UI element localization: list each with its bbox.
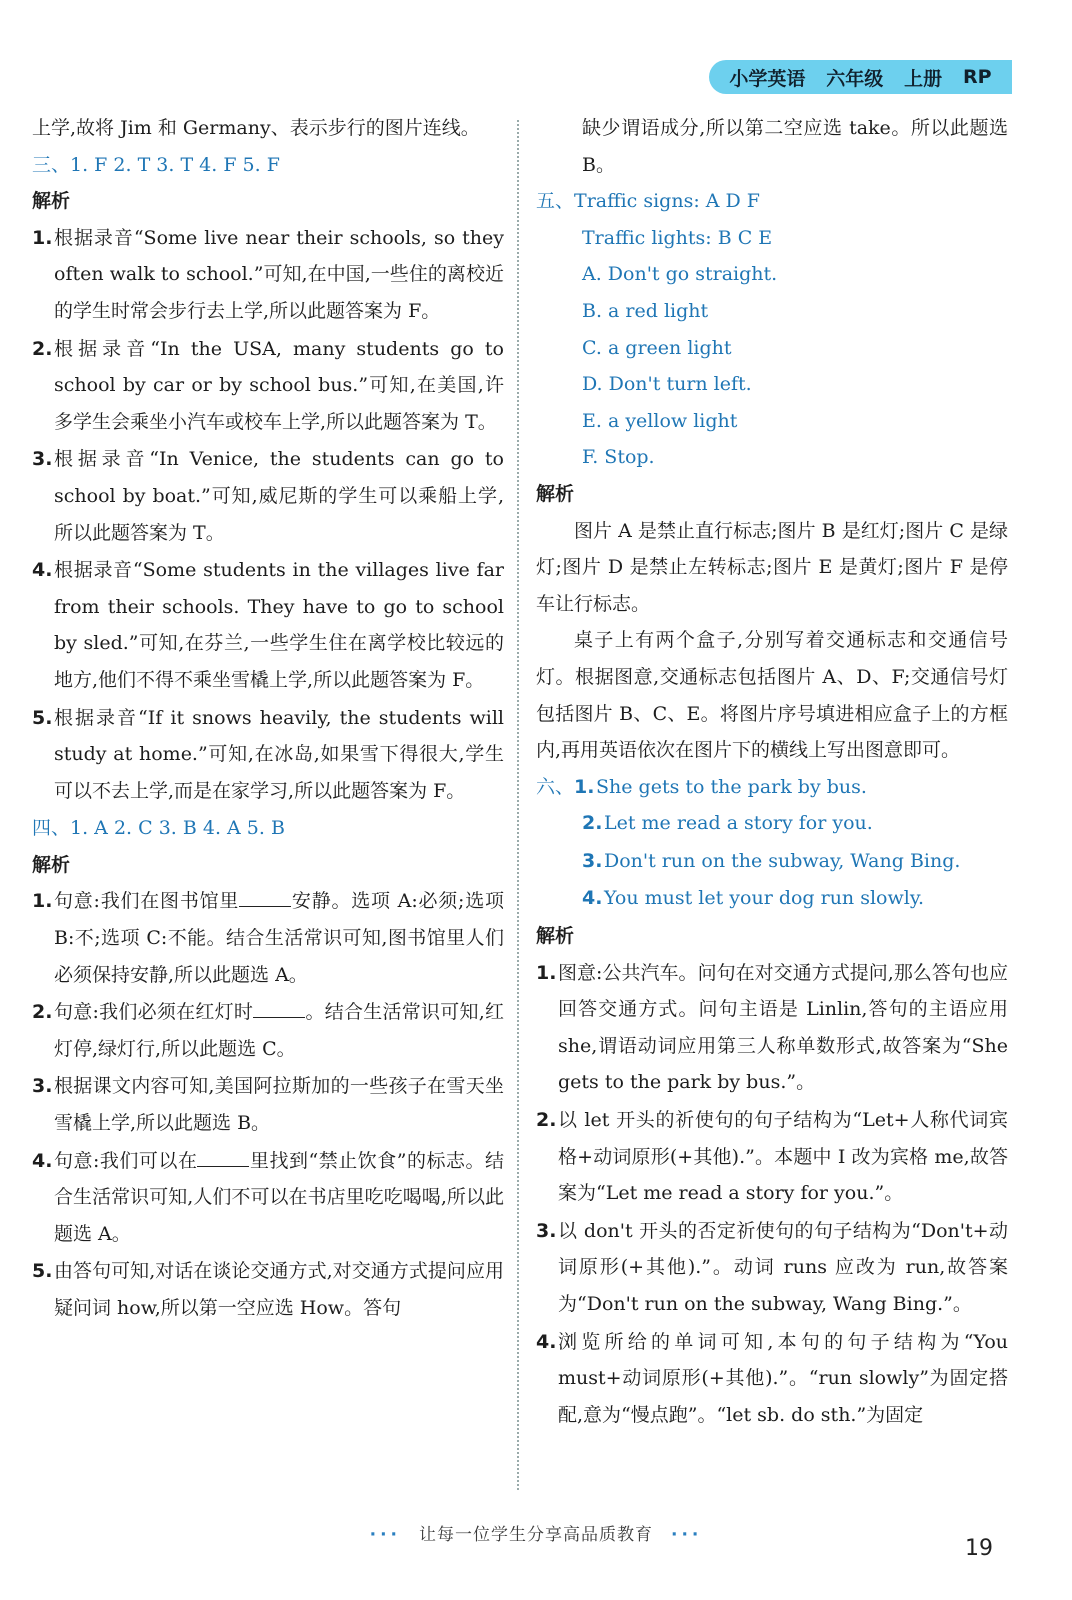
text-part: 句意:我们在图书馆里 <box>54 890 240 913</box>
item-number: 1. <box>32 890 53 913</box>
section-label: 五、 <box>536 190 575 213</box>
header-subject: 小学英语 <box>729 67 806 90</box>
right-column <box>536 110 1008 1434</box>
list-item <box>32 1143 504 1253</box>
continued-text: 缺少谓语成分,所以第二空应选 take。所以此题选 B。 <box>582 117 1008 176</box>
text-part: 句意:我们必须在红灯时 <box>54 1001 254 1024</box>
item-number: 1. <box>574 775 595 798</box>
item-number: 3. <box>536 1219 557 1242</box>
item-number: 3. <box>582 849 603 872</box>
analysis-heading: 解析 <box>536 925 575 948</box>
analysis-heading: 解析 <box>536 482 575 505</box>
answer-blank <box>239 888 291 907</box>
option-line: B. a red light <box>582 299 709 322</box>
item-number: 2. <box>32 1001 53 1024</box>
item-text: 根据录音“In Venice, the students can go to school by boat.”可知,威尼斯的学生可以乘船上学,所以此题答案为 T。 <box>54 448 504 544</box>
list-item <box>32 1253 504 1326</box>
section-label: 四、 <box>32 817 71 840</box>
list-item <box>32 883 504 993</box>
item-text: 图意:公共汽车。问句在对交通方式提问,那么答句也应回答交通方式。问句主语是 Linlin,答句的主语应用 she,谓语动词应用第三人称单数形式,故答案为“She gets to the park by bus.”。 <box>558 961 1008 1094</box>
answer-text: Don't run on the subway, Wang Bing. <box>604 849 961 872</box>
footer-dots-right: ··· <box>671 1525 703 1545</box>
analysis-heading: 解析 <box>32 190 71 213</box>
section-4-answers <box>32 810 504 847</box>
text-part: 里找到“禁止饮食”的标志。结合生活常识可知,人们不可以在书店里吃吃喝喝,所以此题选 A。 <box>54 1149 504 1245</box>
column-divider <box>517 120 519 1490</box>
item-number: 1. <box>536 961 557 984</box>
section-5-signs <box>536 183 1008 220</box>
option-line: A. Don't go straight. <box>582 263 778 286</box>
item-text: 根据录音“Some students in the villages live far from their schools. They have to go to school by sled.”可知,在芬兰,一些学生住在离学校比较远的地方,他们不得不乘坐雪橇上学,所以此题答案为 F。 <box>54 559 504 691</box>
item-number: 4. <box>582 887 603 910</box>
answers: 1. F 2. T 3. T 4. F 5. F <box>70 153 280 176</box>
intro-text: 上学,故将 Jim 和 Germany、表示步行的图片连线。 <box>32 117 480 139</box>
item-number: 2. <box>536 1109 557 1132</box>
item-number: 4. <box>32 1149 53 1172</box>
item-number: 4. <box>536 1330 557 1353</box>
book-header <box>709 60 1012 94</box>
option-line: D. Don't turn left. <box>582 373 752 396</box>
analysis-paragraph: 图片 A 是禁止直行标志;图片 B 是红灯;图片 C 是绿灯;图片 D 是禁止左转标志;图片 E 是黄灯;图片 F 是停车让行标志。 <box>536 519 1008 615</box>
list-item <box>32 220 504 330</box>
traffic-lights-answer: Traffic lights: B C E <box>582 226 773 249</box>
item-number: 4. <box>32 559 53 582</box>
answer-line <box>536 843 1008 880</box>
text-part: 安静。选项 A:必须;选项 B:不;选项 C:不能。结合生活常识可知,图书馆里人们必须保持安静,所以此题选 A。 <box>54 890 504 986</box>
item-text: 根据录音“Some live near their schools, so they often walk to school.”可知,在中国,一些住的离校近的学生时常会步行去上学,所以此题答案为 F。 <box>54 226 504 322</box>
analysis-paragraph: 桌子上有两个盒子,分别写着交通标志和交通信号灯。根据图意,交通标志包括图片 A、D、F;交通信号灯包括图片 B、C、E。将图片序号填进相应盒子上的方框内,再用英语依次在图片下的横线上写出图意即可。 <box>536 629 1008 762</box>
footer-dots-left: ··· <box>369 1525 401 1545</box>
section-label: 六、 <box>536 775 575 798</box>
list-item <box>536 1213 1008 1323</box>
traffic-signs-answer: Traffic signs: A D F <box>574 190 760 213</box>
item-number: 5. <box>32 706 53 729</box>
list-item <box>536 955 1008 1101</box>
item-text: 根据课文内容可知,美国阿拉斯加的一些孩子在雪天坐雪橇上学,所以此题选 B。 <box>54 1075 504 1135</box>
left-column <box>32 110 504 1328</box>
list-item <box>32 331 504 441</box>
answer-line <box>536 880 1008 917</box>
text-part: 。结合生活常识可知,红灯停,绿灯行,所以此题选 C。 <box>54 1001 505 1060</box>
header-grade: 六年级 <box>826 67 884 90</box>
item-text: 以 don't 开头的否定祈使句的句子结构为“Don't+动词原形(+其他).”。动词 runs 应改为 run,故答案为“Don't run on the subway, Wang Bing.”。 <box>558 1219 1008 1315</box>
analysis-heading: 解析 <box>32 853 71 876</box>
list-item <box>32 700 504 810</box>
answer-blank <box>253 999 305 1018</box>
header-volume: 上册 <box>904 67 943 90</box>
item-number: 3. <box>32 448 53 471</box>
text-part: 句意:我们可以在 <box>54 1149 198 1172</box>
list-item <box>32 1068 504 1141</box>
answer-text: Let me read a story for you. <box>604 812 873 835</box>
answer-text: She gets to the park by bus. <box>596 775 867 798</box>
answers: 1. A 2. C 3. B 4. A 5. B <box>70 817 285 840</box>
item-number: 2. <box>32 337 53 360</box>
item-text <box>54 994 504 1067</box>
item-number: 2. <box>582 812 603 835</box>
list-item <box>536 1324 1008 1434</box>
option-line: E. a yellow light <box>582 409 738 432</box>
section-label: 三、 <box>32 153 71 176</box>
item-number: 3. <box>32 1075 53 1098</box>
option-line: F. Stop. <box>582 446 655 469</box>
item-text: 浏览所给的单词可知,本句的句子结构为“You must+动词原形(+其他).”。“run slowly”为固定搭配,意为“慢点跑”。“let sb. do sth.”为固定 <box>558 1330 1008 1426</box>
footer-slogan: 让每一位学生分享高品质教育 <box>419 1525 653 1545</box>
section-6-answer <box>536 769 1008 806</box>
list-item <box>536 1102 1008 1212</box>
item-text: 由答句可知,对话在谈论交通方式,对交通方式提问应用疑问词 how,所以第一空应选 How。答句 <box>54 1260 504 1319</box>
answer-text: You must let your dog run slowly. <box>604 887 925 910</box>
list-item <box>32 441 504 551</box>
answer-blank <box>197 1148 249 1167</box>
item-text: 以 let 开头的祈使句的句子结构为“Let+人称代词宾格+动词原形(+其他).”。本题中 I 改为宾格 me,故答案为“Let me read a story for you.”。 <box>558 1109 1008 1205</box>
item-number: 1. <box>32 226 53 249</box>
item-text <box>54 883 504 993</box>
answer-line <box>536 805 1008 842</box>
header-edition: RP <box>963 66 992 88</box>
list-item <box>32 552 504 698</box>
page-footer <box>0 1520 1072 1545</box>
list-item <box>32 994 504 1067</box>
page-number: 19 <box>965 1536 993 1561</box>
item-text: 根据录音“If it snows heavily, the students will study at home.”可知,在冰岛,如果雪下得很大,学生可以不去上学,而是在家学习,所以此题答案为 F。 <box>54 706 504 802</box>
item-text <box>54 1143 504 1253</box>
item-text: 根据录音“In the USA, many students go to school by car or by school bus.”可知,在美国,许多学生会乘坐小汽车或校车上学,所以此题答案为 T。 <box>54 337 504 433</box>
section-3-answers <box>32 147 504 184</box>
item-number: 5. <box>32 1260 53 1283</box>
option-line: C. a green light <box>582 336 732 359</box>
